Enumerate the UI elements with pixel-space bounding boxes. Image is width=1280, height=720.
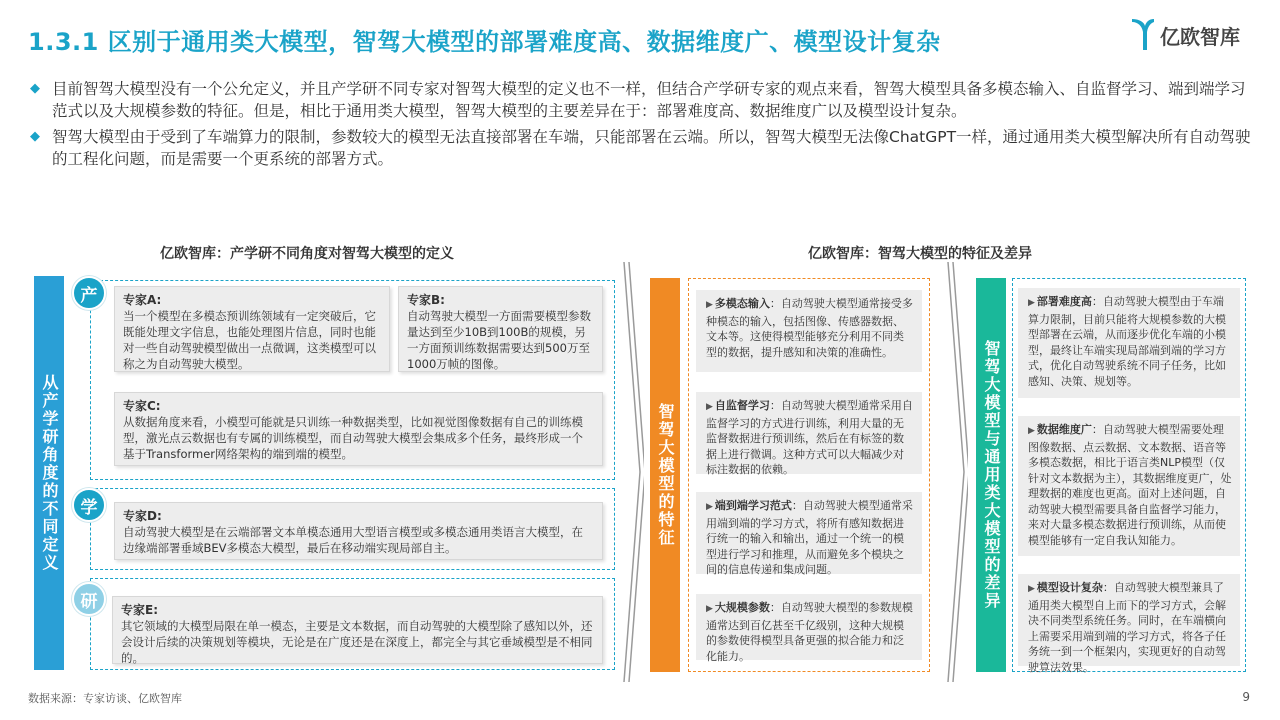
expert-name: 专家D: (123, 509, 162, 523)
diamond-icon: ◆ (30, 129, 40, 144)
difference-text: 自动驾驶大模型需要处理图像数据、点云数据、文本数据、语音等多模态数据，相比于语言类NLP模型（仅针对文本数据为主），其数据维度更广，处理数据的难度也更高。面对上述问题，自动驾驶大模型需要具备自监督学习能力，来对大量多模态数据进行预训练，从而使模型能够有一定自我认知能力。 (1028, 423, 1232, 547)
expert-text: 当一个模型在多模态预训练领域有一定突破后，它既能处理文字信息，也能处理图片信息，同时也能对一些自动驾驶模型做出一点微调，这类模型可以称之为自动驾驶大模型。 (123, 309, 376, 371)
expert-text: 其它领域的大模型局限在单一模态，主要是文本数据，而自动驾驶的大模型除了感知以外，还会设计后续的决策规划等模块，无论是在广度还是在深度上，都完全与其它垂域模型是不相同的。 (121, 619, 593, 665)
page-number: 9 (1242, 690, 1250, 704)
difference-item: ▶ 数据维度广：自动驾驶大模型需要处理图像数据、点云数据、文本数据、语音等多模态数据，相比于语言类NLP模型（仅针对文本数据为主），其数据维度更广，处理数据的难度也更高。面对上述问题，自动驾驶大模型需要具备自监督学习能力，来对大量多模态数据进行预训练，从而使模型能够有一定自我认知能力。 (1018, 416, 1240, 556)
expert-card-b (398, 286, 603, 372)
triangle-right-icon: ▶ (706, 300, 713, 310)
page-title: 1.3.1 区别于通用类大模型，智驾大模型的部署难度高、数据维度广、模型设计复杂 (28, 28, 941, 56)
expert-name: 专家E: (121, 603, 158, 617)
triangle-right-icon: ▶ (1028, 298, 1035, 308)
difference-text: 自动驾驶大模型兼具了通用类大模型自上而下的学习方式，会解决不同类型系统任务。同时，在车端横向上需要采用端到端的学习方式，将各子任务统一到一个框架内，实现更好的自动驾驶算法效果。 (1028, 581, 1226, 674)
feature-text: 自动驾驶大模型的参数规模通常达到百亿甚至千亿级别，这种大规模的参数使得模型具备更强的拟合能力和泛化能力。 (706, 601, 913, 663)
triangle-right-icon: ▶ (1028, 426, 1035, 436)
triangle-right-icon: ▶ (706, 502, 713, 512)
feature-text: 自动驾驶大模型通常接受多种模态的输入，包括图像、传感器数据、文本等。这使得模型能够充分利用不同类型的数据，提升感知和决策的准确性。 (706, 297, 913, 359)
difference-item: ▶ 部署难度高：自动驾驶大模型由于车端算力限制，目前只能将大规模参数的大模型部署在云端，从而逐步优化车端的小模型，最终让车端实现局部端到端的学习方式，优化自动驾驶系统不同子任务，比如感知、决策、规划等。 (1018, 288, 1240, 398)
expert-name: 专家A: (123, 293, 162, 307)
bullet-text: 智驾大模型由于受到了车端算力的限制，参数较大的模型无法直接部署在车端，只能部署在云端。所以，智驾大模型无法像ChatGPT一样，通过通用类大模型解决所有自动驾驶的工程化问题，而是需要一个更系统的部署方式。 (52, 128, 1251, 168)
difference-item: ▶ 模型设计复杂：自动驾驶大模型兼具了通用类大模型自上而下的学习方式，会解决不同类型系统任务。同时，在车端横向上需要采用端到端的学习方式，将各子任务统一到一个框架内，实现更好的自动驾驶算法效果。 (1018, 574, 1240, 666)
industry-badge: 产 (72, 276, 106, 310)
expert-text: 自动驾驶大模型一方面需要模型参数量达到至少10B到100B的规模，另一方面预训练数据需要达到500万至1000万帧的图像。 (407, 309, 591, 371)
feature-item: ▶ 端到端学习范式：自动驾驶大模型通常采用端到端的学习方式，将所有感知数据进行统一的输入和输出，通过一个统一的模型进行学习和推理，从而避免多个模块之间的信息传递和集成问题。 (696, 492, 922, 574)
data-source: 数据来源：专家访谈、亿欧智库 (28, 692, 182, 705)
yiou-logo-icon (1130, 18, 1156, 52)
expert-text: 自动驾驶大模型是在云端部署文本单模态通用大型语言模型或多模态通用类语言大模型，在边缘端部署垂域BEV多模态大模型，最后在移动端实现局部自主。 (123, 525, 583, 555)
triangle-right-icon: ▶ (1028, 584, 1035, 594)
feature-title: 端到端学习范式 (714, 499, 792, 512)
triangle-right-icon: ▶ (706, 402, 713, 412)
feature-side-label: 智驾大模型的特征 (650, 278, 680, 672)
academia-badge: 学 (72, 488, 106, 522)
difference-side-label: 智驾大模型与通用类大模型的差异 (976, 278, 1006, 672)
feature-title: 自监督学习 (714, 399, 770, 412)
feature-item: ▶ 大规模参数：自动驾驶大模型的参数规模通常达到百亿甚至千亿级别，这种大规模的参数使得模型具备更强的拟合能力和泛化能力。 (696, 594, 922, 660)
feature-item: ▶ 多模态输入：自动驾驶大模型通常接受多种模态的输入，包括图像、传感器数据、文本等。这使得模型能够充分利用不同类型的数据，提升感知和决策的准确性。 (696, 290, 922, 372)
bullet-text: 目前智驾大模型没有一个公允定义，并且产学研不同专家对智驾大模型的定义也不一样，但结合产学研专家的观点来看，智驾大模型具备多模态输入、自监督学习、端到端学习范式以及大规模参数的特征。但是，相比于通用类大模型，智驾大模型的主要差异在于：部署难度高、数据维度广以及模型设计复杂。 (52, 80, 1246, 120)
feature-title: 多模态输入 (714, 297, 770, 310)
chevron-right-icon (622, 262, 644, 682)
expert-name: 专家C: (123, 399, 161, 413)
chevron-right-icon (946, 262, 968, 682)
feature-item: ▶ 自监督学习：自动驾驶大模型通常采用自监督学习的方式进行训练，利用大量的无监督数据进行预训练，然后在有标签的数据上进行微调。这种方式可以大幅减少对标注数据的依赖。 (696, 392, 922, 474)
logo (1130, 18, 1240, 52)
expert-card-e (112, 596, 603, 664)
research-badge: 研 (72, 582, 106, 616)
difference-title: 模型设计复杂 (1036, 581, 1103, 594)
difference-text: 自动驾驶大模型由于车端算力限制，目前只能将大规模参数的大模型部署在云端，从而逐步优化车端的小模型，最终让车端实现局部端到端的学习方式，优化自动驾驶系统不同子任务，比如感知、决策、规划等。 (1028, 295, 1226, 388)
bullet-item (30, 126, 1255, 170)
difference-title: 部署难度高 (1036, 295, 1092, 308)
difference-title: 数据维度广 (1036, 423, 1092, 436)
bullet-item (30, 78, 1255, 122)
triangle-right-icon: ▶ (706, 604, 713, 614)
right-subtitle: 亿欧智库：智驾大模型的特征及差异 (808, 246, 1032, 262)
expert-text: 从数据角度来看，小模型可能就是只训练一种数据类型，比如视觉图像数据有自己的训练模型，激光点云数据也有专属的训练模型，而自动驾驶大模型会集成多个任务，最终形成一个基于Transformer网络架构的端到端的模型。 (123, 415, 583, 461)
expert-name: 专家B: (407, 293, 445, 307)
feature-text: 自动驾驶大模型通常采用自监督学习的方式进行训练，利用大量的无监督数据进行预训练，然后在有标签的数据上进行微调。这种方式可以大幅减少对标注数据的依赖。 (706, 399, 913, 476)
expert-card-d (114, 502, 603, 560)
expert-card-c (114, 392, 603, 466)
left-subtitle: 亿欧智库：产学研不同角度对智驾大模型的定义 (160, 246, 454, 262)
feature-text: 自动驾驶大模型通常采用端到端的学习方式，将所有感知数据进行统一的输入和输出，通过一个统一的模型进行学习和推理，从而避免多个模块之间的信息传递和集成问题。 (706, 499, 913, 576)
feature-title: 大规模参数 (714, 601, 770, 614)
intro-bullets (30, 78, 1255, 174)
expert-card-a (114, 286, 390, 372)
diamond-icon: ◆ (30, 81, 40, 96)
perspective-side-label: 从产学研角度的不同定义 (34, 276, 64, 670)
logo-text: 亿欧智库 (1160, 24, 1240, 49)
